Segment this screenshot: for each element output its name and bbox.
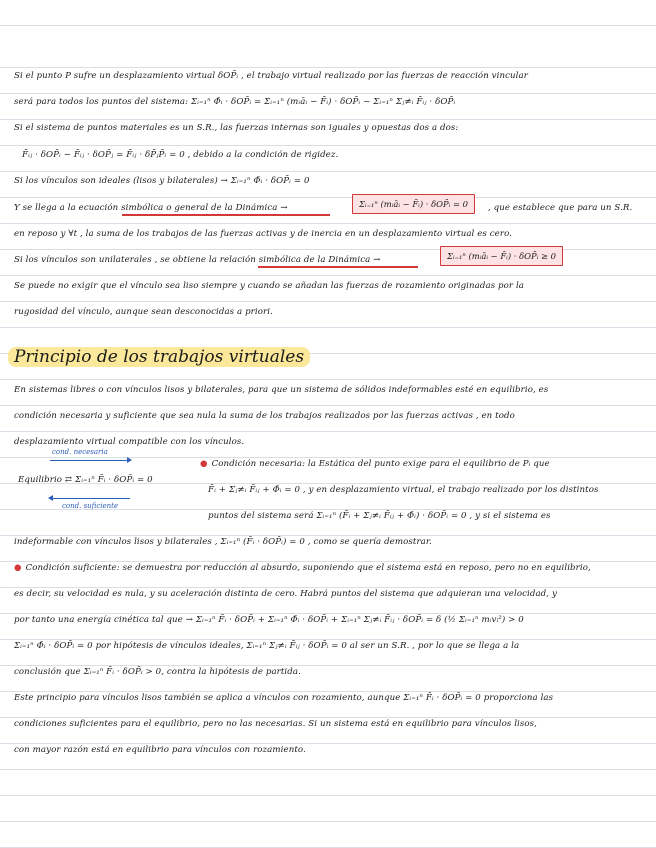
principle-line-1: En sistemas libres o con vínculos lisos y bilaterales, para que un sistema de sólidos indeformables esté en equilibrio, es (14, 385, 549, 395)
bullet-icon: ● (200, 459, 208, 469)
intro-line-8: Si los vínculos son unilaterales , se obtiene la relación simbólica de la Dinámica → (14, 255, 381, 265)
intro-line-6: Y se llega a la ecuación simbólica o general de la Dinámica → (14, 203, 288, 213)
intro-line-2: será para todos los puntos del sistema: Σᵢ₌₁ⁿ Φ̄ᵢ · δOP̄ᵢ = Σᵢ₌₁ⁿ (mᵢāᵢ − F̄ᵢ) · δOP̄ᵢ − Σᵢ₌₁ⁿ Σⱼ≠ᵢ F̄ᵢⱼ · δOP̄ᵢ (14, 97, 456, 107)
section-heading: Principio de los trabajos virtuales (8, 347, 310, 367)
sufficient-line-4: Σᵢ₌₁ⁿ Φ̄ᵢ · δOP̄ᵢ = 0 por hipótesis de vínculos ideales, Σᵢ₌₁ⁿ Σⱼ≠ᵢ F̄ᵢⱼ · δOP̄ᵢ = 0 al ser un S.R. , por lo que se llega a la (14, 641, 520, 651)
bullet-icon: ● (14, 563, 22, 573)
arrow-right-icon (50, 460, 130, 461)
dynamics-equation-box: Σᵢ₌₁ⁿ (mᵢāᵢ − F̄ᵢ) · δOP̄ᵢ = 0 (352, 194, 475, 214)
intro-line-10: rugosidad del vínculo, aunque sean desconocidas a priori. (14, 307, 273, 317)
intro-line-9: Se puede no exigir que el vínculo sea liso siempre y cuando se añadan las fuerzas de rozamiento originadas por la (14, 281, 525, 291)
necessary-line-2: F̄ᵢ + Σⱼ≠ᵢ F̄ᵢⱼ + Φ̄ᵢ = 0 , y en desplazamiento virtual, el trabajo realizado por los distintos (208, 485, 599, 495)
sufficient-line-3: por tanto una energía cinética tal que → Σᵢ₌₁ⁿ F̄ᵢ · δOP̄ᵢ + Σᵢ₌₁ⁿ Φ̄ᵢ · δOP̄ᵢ + Σᵢ₌₁ⁿ Σⱼ≠ᵢ F̄ᵢⱼ · δOP̄ᵢ = δ (½ Σᵢ₌₁ⁿ mᵢvᵢ²) > 0 (14, 615, 524, 625)
necessary-line-4: indeformable con vínculos lisos y bilaterales , Σᵢ₌₁ⁿ (F̄ᵢ · δOP̄ᵢ) = 0 , como se quería demostrar. (14, 537, 432, 547)
intro-line-4: F̄ᵢⱼ · δOP̄ᵢ − F̄ᵢⱼ · δOP̄ⱼ = F̄ᵢⱼ · δP̄ⱼP̄ᵢ = 0 , debido a la condición de rigidez. (22, 150, 339, 160)
intro-line-3: Si el sistema de puntos materiales es un S.R., las fuerzas internas son iguales y opuestas dos a dos: (14, 123, 459, 133)
intro-line-6b: , que establece que para un S.R. (488, 203, 633, 213)
intro-line-1: Si el punto P sufre un desplazamiento virtual δOP̄ᵢ , el trabajo virtual realizado por las fuerzas de reacción vincular (14, 71, 528, 81)
final-line-1: Este principio para vínculos lisos también se aplica a vínculos con rozamiento, aunque Σᵢ₌₁ⁿ F̄ᵢ · δOP̄ᵢ = 0 proporciona las (14, 693, 554, 703)
necessary-line-3: puntos del sistema será Σᵢ₌₁ⁿ (F̄ᵢ + Σⱼ≠ᵢ F̄ᵢⱼ + Φ̄ᵢ) · δOP̄ᵢ = 0 , y si el sistema es (208, 511, 551, 521)
sufficient-line-5: conclusión que Σᵢ₌₁ⁿ F̄ᵢ · δOP̄ᵢ > 0, contra la hipótesis de partida. (14, 667, 301, 677)
sufficient-text-1: Condición suficiente: se demuestra por reducción al absurdo, suponiendo que el sistema está en reposo, pero no en equilibrio, (25, 563, 591, 573)
sufficient-line-1 (14, 562, 644, 574)
principle-line-2: condición necesaria y suficiente que sea nula la suma de los trabajos realizados por las fuerzas activas , en todo (14, 411, 515, 421)
cond-necesaria-label: cond. necesaria (52, 448, 108, 456)
dynamics-relation-box: Σᵢ₌₁ⁿ (mᵢāᵢ − F̄ᵢ) · δOP̄ᵢ ≥ 0 (440, 246, 563, 266)
equilibrium-diagram (14, 448, 184, 518)
red-underline-2 (258, 266, 418, 268)
intro-line-5: Si los vínculos son ideales (lisos y bilaterales) → Σᵢ₌₁ⁿ Φ̄ᵢ · δOP̄ᵢ = 0 (14, 176, 310, 186)
arrow-left-icon (50, 498, 130, 499)
necessary-line-1 (200, 458, 640, 470)
final-line-3: con mayor razón está en equilibrio para vínculos con rozamiento. (14, 745, 306, 755)
final-line-2: condiciones suficientes para el equilibrio, pero no las necesarias. Si un sistema está en equilibrio para vínculos lisos, (14, 719, 538, 729)
principle-line-3: desplazamiento virtual compatible con los vínculos. (14, 437, 245, 447)
intro-line-7: en reposo y ∀t , la suma de los trabajos de las fuerzas activas y de inercia en un desplazamiento virtual es cero. (14, 229, 513, 239)
red-underline-1 (122, 214, 330, 216)
sufficient-line-2: es decir, su velocidad es nula, y su aceleración distinta de cero. Habrá puntos del sistema que adquieran una velocidad, y (14, 589, 557, 599)
necessary-text-1: Condición necesaria: la Estática del punto exige para el equilibrio de Pᵢ que (211, 459, 550, 469)
cond-suficiente-label: cond. suficiente (62, 502, 119, 510)
equilibrium-equation: Equilibrio ⇄ Σᵢ₌₁ⁿ F̄ᵢ · δOP̄ᵢ = 0 (18, 475, 153, 485)
